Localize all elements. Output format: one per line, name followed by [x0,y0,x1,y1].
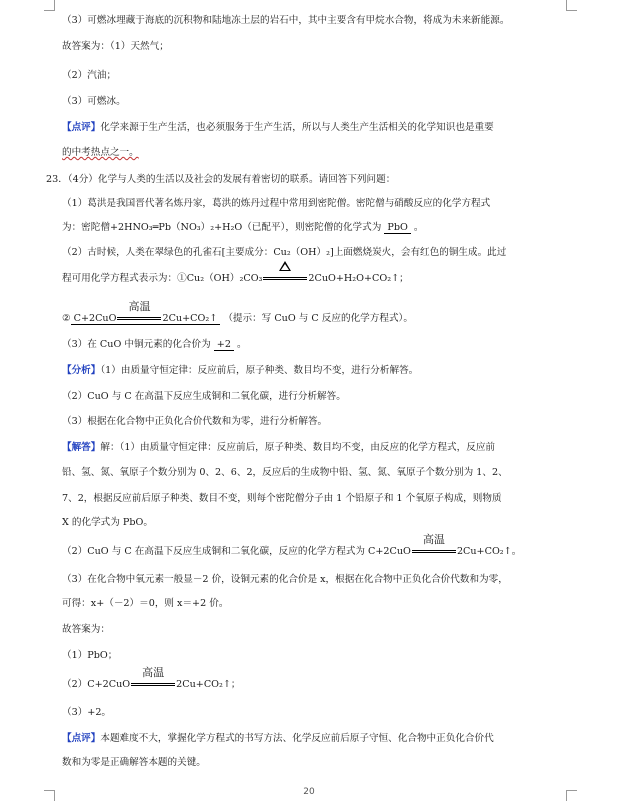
answer-blank: PbO [384,222,410,234]
comment-tag: 【点评】 [62,733,101,744]
analysis-tag: 【分析】 [62,365,101,376]
solution-tag: 【解答】 [62,442,101,453]
corner-mark-bottom-left [44,790,55,801]
text-line: （1）PbO； [62,650,118,661]
solution-line: 【解答】解：（1）由质量守恒定律：反应前后，原子种类、数目均不变，由反应的化学方程式，反应前 [62,442,496,453]
equation-line: （2）C+2CuO 高温 2Cu+CO₂↑； [62,666,241,690]
equation-line: （2）CuO 与 C 在高温下反应生成铜和二氧化碳，反应的化学方程式为 C+2CuO 高温 2Cu+CO₂↑。 [62,533,522,557]
answer-blank: +2 [214,339,234,351]
equation-line: 程可用化学方程式表示为：①Cu₂（OH）₂CO₃ 2CuO+H₂O+CO₂↑； [62,272,582,286]
analysis-line: 【分析】（1）由质量守恒定律：反应前后，原子种类、数目均不变，进行分析解答。 [62,365,419,376]
text-line: （3）在 CuO 中铜元素的化合价为 +2 。 [62,339,247,350]
comment-line: 【点评】本题难度不大，掌握化学方程式的书写方法、化学反应前后原子守恒、化合物中正负化合价代 [62,733,494,744]
heat-condition [262,272,308,286]
question-23-title: 23．（4分）化学与人类的生活以及社会的发展有着密切的联系。请回答下列问题： [46,174,396,185]
text-line: （2）古时候，人类在翠绿色的孔雀石[主要成分：Cu₂（OH）₂]上面燃烧炭火，会有红色的铜生成。此过 [62,247,507,258]
text-line: 故答案为：（1）天然气； [62,41,169,52]
answer-blank: C+2CuO 高温 2Cu+CO₂↑ [71,313,221,325]
text-line: 数和为零是正确解答本题的关键。 [62,757,206,768]
text-line: 铅、氢、氮、氧原子个数分别为 0、2、6、2，反应后的生成物中铅、氢、氮、氧原子个数分别为 1、2、 [62,467,508,478]
text-line: 7、2，根据反应前后原子种类、数目不变，则每个密陀僧分子由 1 个铅原子和 1 个氧原子构成，则物质 [62,493,502,504]
text-line: （2）CuO 与 C 在高温下反应生成铜和二氧化碳，进行分析解答。 [62,391,346,402]
comment-line: 【点评】化学来源于生产生活，也必须服务于生产生活，所以与人类生产生活相关的化学知识也是重要 [62,122,494,133]
text-line: 故答案为： [62,624,110,635]
text-line: X 的化学式为 PbO。 [62,517,153,528]
page-number: 20 [303,787,315,797]
text-line: （3）可燃冰埋藏于海底的沉积物和陆地冻土层的岩石中，其中主要含有甲烷水合物，将成为未来新能源。 [62,15,510,26]
delta-icon [279,261,291,271]
equation-line: ② C+2CuO 高温 2Cu+CO₂↑ （提示：写 CuO 与 C 反应的化学方程式）。 [62,300,413,324]
corner-mark-bottom-right [566,790,577,801]
text-line: 可得：x+（－2）＝0，则 x＝+2 价。 [62,598,229,609]
corner-mark-top-left [44,0,55,11]
text-line: （3）根据在化合物中正负化合价代数和为零，进行分析解答。 [62,416,328,427]
text-line: （3）可燃冰。 [62,96,126,107]
text-line: 的中考热点之一。 [62,147,139,158]
comment-tag: 【点评】 [62,122,101,133]
text-line: （3）在化合物中氧元素一般显－2 价，设铜元素的化合价是 x，根据在化合物中正负化合价代数和为零， [62,574,508,585]
text-line: （1）葛洪是我国晋代著名炼丹家，葛洪的炼丹过程中常用到密陀僧。密陀僧与硝酸反应的化学方程式 [62,198,491,209]
text-line: （3）+2。 [62,707,112,718]
corner-mark-top-right [566,0,577,11]
text-line: （2）汽油； [62,70,117,81]
text-line: 为：密陀僧+2HNO₃═Pb（NO₃）₂+H₂O（已配平），则密陀僧的化学式为 PbO 。 [62,222,424,233]
